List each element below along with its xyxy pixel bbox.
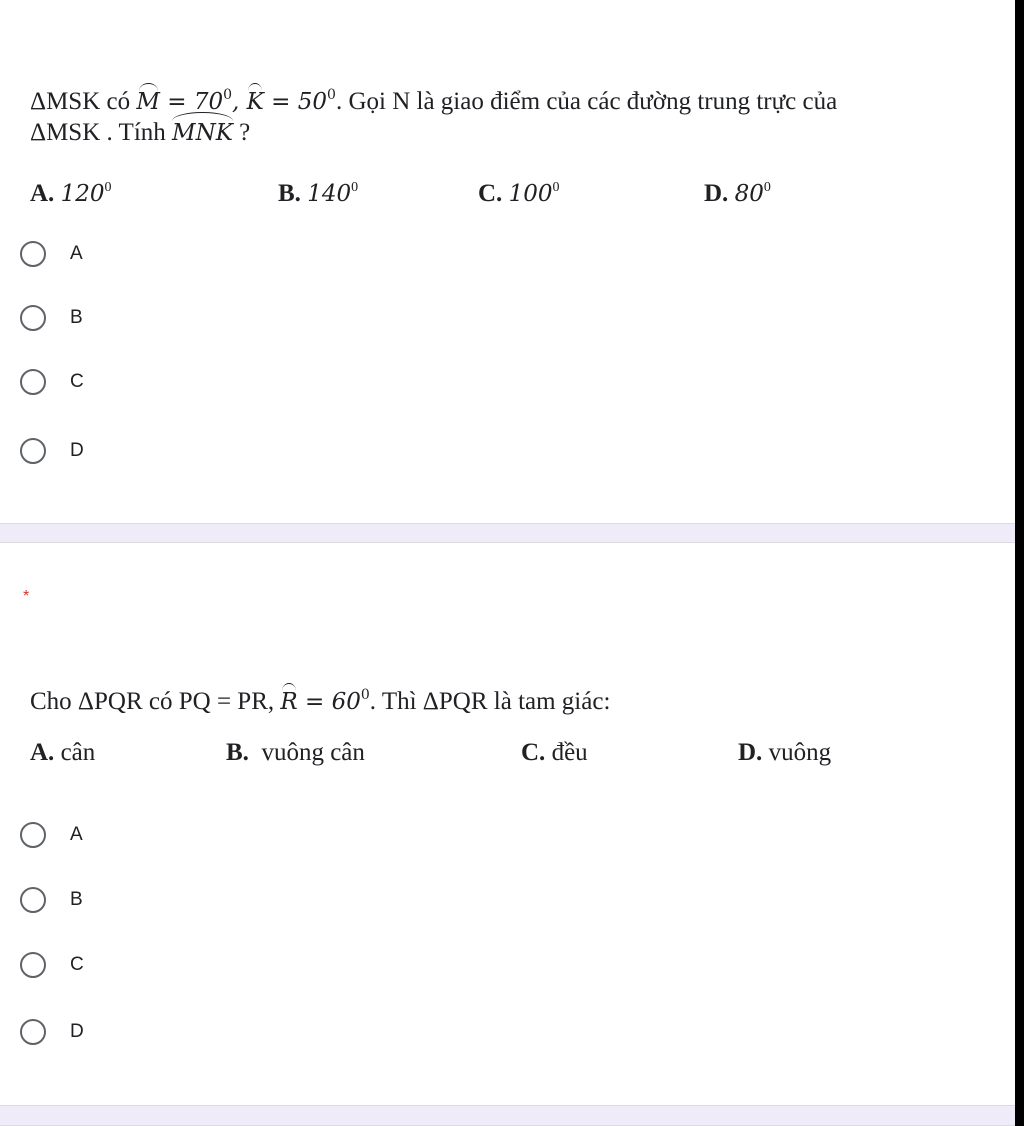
q1-choice-c[interactable] bbox=[20, 362, 84, 402]
q2-choice-c-label: C bbox=[70, 954, 84, 975]
q1-option-d bbox=[704, 173, 771, 209]
q2-text-suffix: . Thì ΔPQR là tam giác: bbox=[369, 688, 611, 715]
q1-option-c bbox=[478, 173, 559, 209]
q1-option-a-degree: 0 bbox=[104, 180, 112, 195]
angle-k: K bbox=[246, 89, 264, 115]
q2-option-d-value: vuông bbox=[762, 739, 832, 766]
q2-option-b-letter: B. bbox=[226, 739, 249, 766]
q1-option-b-value: 140 bbox=[307, 181, 352, 207]
q1-option-d-degree: 0 bbox=[763, 180, 771, 195]
q2-choice-b[interactable] bbox=[20, 880, 83, 920]
q1-option-a bbox=[30, 173, 111, 209]
q1-option-c-degree: 0 bbox=[552, 180, 560, 195]
window-edge bbox=[1015, 0, 1024, 1126]
q2-option-c bbox=[521, 738, 588, 768]
q1-choice-d-label: D bbox=[70, 440, 84, 461]
q2-option-c-letter: C. bbox=[521, 739, 546, 766]
q1-line2-suffix: ? bbox=[232, 119, 251, 146]
angle-mnk: MNK bbox=[172, 120, 233, 146]
question-card-1 bbox=[0, 0, 1015, 523]
radio-button[interactable] bbox=[20, 952, 46, 978]
q1-choice-b[interactable] bbox=[20, 298, 83, 338]
question-card-2 bbox=[0, 543, 1015, 1105]
question-1-text-line-2 bbox=[30, 118, 250, 148]
q1-k-degree: 0 bbox=[327, 87, 336, 103]
q2-r-value: = 60 bbox=[297, 689, 361, 715]
q1-option-c-value: 100 bbox=[508, 181, 553, 207]
q2-option-a-letter: A. bbox=[30, 739, 55, 766]
q1-choice-a-label: A bbox=[70, 243, 83, 264]
q2-option-c-value: đều bbox=[545, 739, 588, 766]
q1-choice-a[interactable] bbox=[20, 234, 83, 274]
radio-button[interactable] bbox=[20, 438, 46, 464]
q2-option-d-letter: D. bbox=[738, 739, 763, 766]
q1-option-b-letter: B. bbox=[278, 180, 301, 207]
q1-choice-d[interactable] bbox=[20, 431, 84, 471]
section-separator bbox=[0, 1105, 1015, 1126]
radio-button[interactable] bbox=[20, 822, 46, 848]
q2-r-degree: 0 bbox=[360, 687, 370, 703]
q1-option-d-letter: D. bbox=[704, 180, 729, 207]
q1-option-b bbox=[278, 173, 358, 209]
angle-m: M bbox=[136, 89, 160, 115]
q2-choice-c[interactable] bbox=[20, 945, 84, 985]
section-separator bbox=[0, 523, 1015, 543]
q2-choice-d[interactable] bbox=[20, 1012, 84, 1052]
q2-option-b bbox=[226, 738, 365, 768]
q1-text-suffix: . Gọi N là giao điểm của các đường trung trực của bbox=[335, 88, 838, 115]
radio-button[interactable] bbox=[20, 369, 46, 395]
q1-option-d-value: 80 bbox=[734, 181, 764, 207]
q2-option-b-value: vuông cân bbox=[248, 739, 365, 766]
q1-m-value: = 70 bbox=[159, 89, 224, 115]
q1-m-degree: 0 bbox=[223, 87, 233, 103]
required-marker: * bbox=[23, 588, 30, 605]
q2-option-d bbox=[738, 738, 831, 768]
q2-option-a-value: cân bbox=[54, 739, 96, 766]
q2-choice-b-label: B bbox=[70, 889, 83, 910]
q2-choice-a[interactable] bbox=[20, 815, 83, 855]
radio-button[interactable] bbox=[20, 241, 46, 267]
q1-k-value: = 50 bbox=[263, 89, 328, 115]
q1-choice-c-label: C bbox=[70, 371, 84, 392]
q1-option-a-value: 120 bbox=[60, 181, 105, 207]
q2-choice-d-label: D bbox=[70, 1021, 84, 1042]
radio-button[interactable] bbox=[20, 1019, 46, 1045]
radio-button[interactable] bbox=[20, 887, 46, 913]
q1-choice-b-label: B bbox=[70, 307, 83, 328]
q1-option-a-letter: A. bbox=[30, 180, 55, 207]
q2-text-prefix: Cho ΔPQR có PQ = PR, bbox=[30, 688, 281, 715]
radio-button[interactable] bbox=[20, 305, 46, 331]
q1-option-b-degree: 0 bbox=[351, 180, 359, 195]
question-1-text-line-1: ΔMSK có $M = 70^0$, $K = 50^0$. Gọi N là giao điểm của các đường trung trực của bbox=[30, 87, 838, 115]
q1-line2-prefix: ΔMSK . Tính bbox=[30, 119, 173, 146]
q1-option-c-letter: C. bbox=[478, 180, 503, 207]
q2-option-a bbox=[30, 738, 95, 768]
angle-r: R bbox=[280, 689, 298, 715]
q1-text-prefix: ΔMSK có bbox=[30, 88, 137, 115]
question-2-text bbox=[30, 680, 610, 717]
q2-choice-a-label: A bbox=[70, 824, 83, 845]
